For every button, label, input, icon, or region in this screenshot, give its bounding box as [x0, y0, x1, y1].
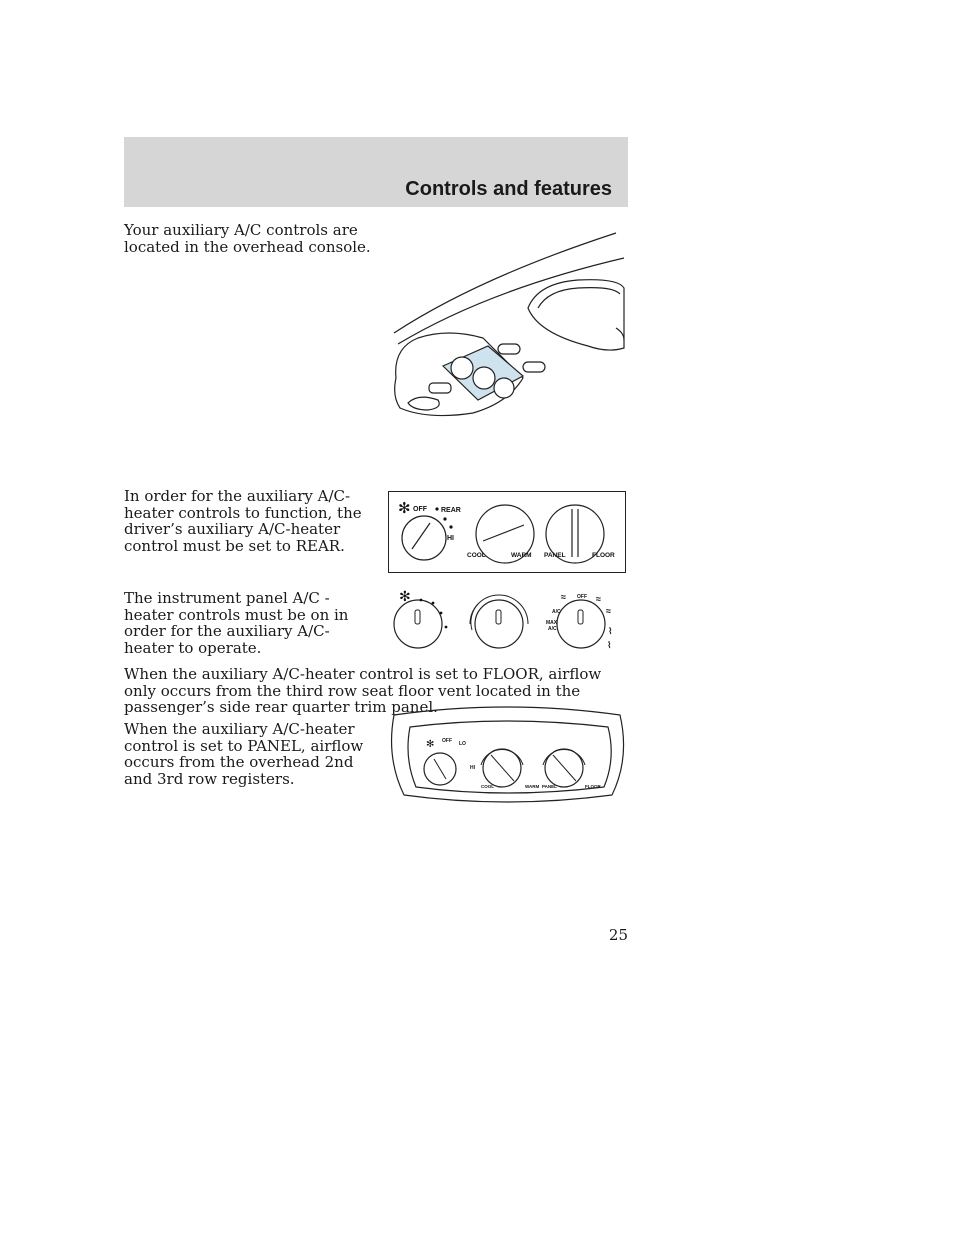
label-warm: WARM — [525, 784, 540, 789]
page-number: 25 — [608, 926, 628, 944]
label-hi: HI — [447, 535, 454, 542]
label-off: OFF — [413, 506, 427, 513]
auxiliary-control-panel — [388, 491, 626, 573]
paragraph-panel-airflow: When the auxiliary A/C-heater control is set to PANEL, airflow occurs from the overhead 2nd and 3rd row registers. — [124, 720, 364, 788]
ip-fan-icon: ✻ — [399, 588, 411, 604]
label-panel: PANEL — [544, 552, 566, 559]
label-warm: WARM — [511, 552, 532, 559]
overhead-console-module — [386, 703, 628, 809]
instrument-panel-controls — [388, 586, 626, 652]
floor-icon: ≈ — [606, 606, 611, 616]
label-rear: REAR — [441, 507, 461, 514]
label-floor: FLOOR — [592, 552, 615, 559]
defrost-icon: ⌇ — [608, 626, 613, 636]
label-max: MAX — [546, 620, 558, 626]
overhead-console-illustration — [388, 228, 628, 423]
label-panel: PANEL — [542, 784, 557, 789]
fan-icon: ✻ — [398, 500, 411, 517]
label-floor: FLOOR — [585, 784, 601, 789]
defrost-icon: ⌇ — [607, 640, 612, 650]
label-lo: LO — [459, 741, 466, 747]
vent-icon: ≈ — [596, 594, 601, 604]
label-max-ac: A/C — [548, 626, 557, 632]
label-hi: HI — [470, 765, 475, 771]
paragraph-floor-airflow: When the auxiliary A/C-heater control is set to FLOOR, airflow only occurs from the third row seat floor vent located in the passenger’s side rear quarter trim panel. — [124, 665, 602, 716]
paragraph-set-to-rear: In order for the auxiliary A/C-heater controls to function, the driver’s auxiliary A/C-heater control must be set to REAR. — [124, 487, 362, 555]
label-ac: A/C — [552, 609, 561, 615]
label-cool: COOL — [481, 784, 494, 789]
label-cool: COOL — [467, 552, 486, 559]
label-off: OFF — [442, 738, 452, 744]
paragraph-console-location: Your auxiliary A/C controls are located in the overhead console. — [124, 221, 371, 256]
label-off: OFF — [577, 594, 587, 600]
section-header — [124, 137, 628, 207]
fan-speed-knob — [402, 516, 446, 560]
paragraph-instrument-panel: The instrument panel A/C - heater controls must be on in order for the auxiliary A/C-heater to operate. — [124, 589, 349, 657]
vent-icon: ≈ — [561, 592, 566, 602]
console-fan-icon: ✻ — [426, 739, 435, 750]
section-title: Controls and features — [405, 178, 612, 200]
